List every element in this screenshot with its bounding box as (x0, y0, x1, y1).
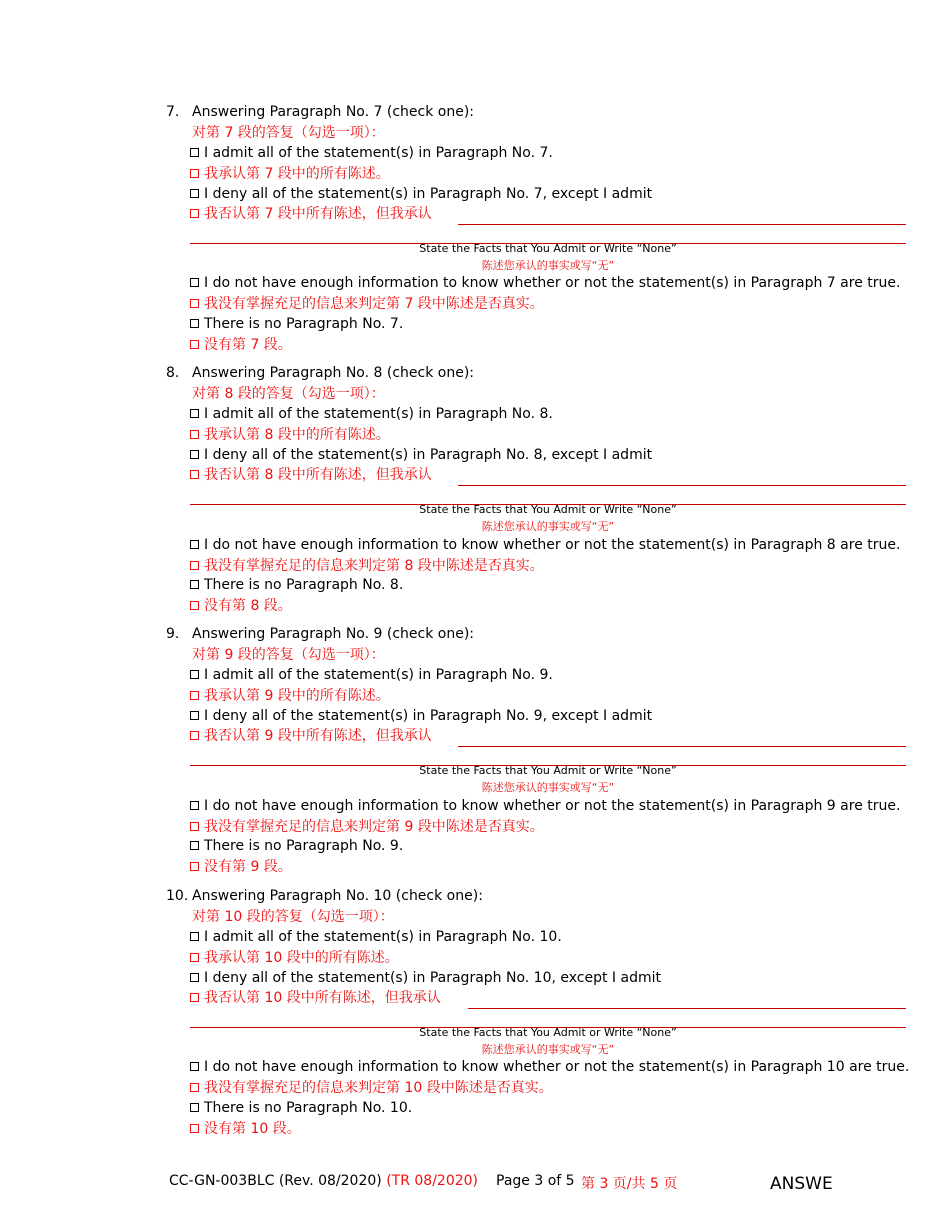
option-deny[interactable]: I deny all of the statement(s) in Paragraph No. 10, except I admit (190, 969, 661, 987)
paragraph-heading-zh: 对第 10 段的答复（勾选一项）： (192, 909, 394, 925)
paragraph-heading: 10. Answering Paragraph No. 10 (check one): (166, 888, 483, 904)
checkbox-icon[interactable] (190, 841, 199, 850)
checkbox-icon[interactable] (190, 540, 199, 549)
checkbox-icon[interactable] (190, 189, 199, 198)
option-admit-zh[interactable]: 我承认第 9 段中的所有陈述。 (190, 687, 390, 705)
facts-caption: State the Facts that You Admit or Write “None” (419, 764, 677, 777)
option-deny-zh[interactable]: 我否认第 10 段中所有陈述，但我承认 (190, 989, 441, 1007)
option-no-info[interactable]: I do not have enough information to know whether or not the statement(s) in Paragraph 8 are true. (190, 536, 900, 554)
checkbox-icon[interactable] (190, 450, 199, 459)
facts-caption-zh: 陈述您承认的事实或写“无” (481, 781, 615, 794)
option-admit-zh[interactable]: 我承认第 10 段中的所有陈述。 (190, 949, 399, 967)
option-admit[interactable]: I admit all of the statement(s) in Paragraph No. 8. (190, 405, 553, 423)
paragraph-heading: 9. Answering Paragraph No. 9 (check one): (166, 626, 475, 642)
checkbox-icon[interactable] (190, 691, 199, 700)
checkbox-icon[interactable] (190, 561, 199, 570)
checkbox-icon[interactable] (190, 601, 199, 610)
checkbox-icon[interactable] (190, 822, 199, 831)
checkbox-icon[interactable] (190, 1062, 199, 1071)
checkbox-icon[interactable] (190, 1124, 199, 1133)
facts-caption: State the Facts that You Admit or Write “None” (419, 503, 677, 516)
option-admit[interactable]: I admit all of the statement(s) in Paragraph No. 10. (190, 928, 562, 946)
checkbox-icon[interactable] (190, 670, 199, 679)
option-no-paragraph-zh[interactable]: 没有第 10 段。 (190, 1120, 301, 1138)
checkbox-icon[interactable] (190, 731, 199, 740)
checkbox-icon[interactable] (190, 278, 199, 287)
checkbox-icon[interactable] (190, 580, 199, 589)
checkbox-icon[interactable] (190, 953, 199, 962)
facts-caption-zh: 陈述您承认的事实或写“无” (481, 1043, 615, 1056)
option-deny-zh[interactable]: 我否认第 8 段中所有陈述，但我承认 (190, 466, 432, 484)
form-number: CC-GN-003BLC (Rev. 08/2020) (169, 1173, 382, 1189)
checkbox-icon[interactable] (190, 932, 199, 941)
option-deny-zh[interactable]: 我否认第 7 段中所有陈述，但我承认 (190, 205, 432, 223)
translation-revision: (TR 08/2020) (386, 1173, 479, 1189)
paragraph-heading-zh: 对第 8 段的答复（勾选一项）： (192, 386, 385, 402)
option-no-info-zh[interactable]: 我没有掌握充足的信息来判定第 9 段中陈述是否真实。 (190, 818, 544, 836)
facts-caption: State the Facts that You Admit or Write “None” (419, 1026, 677, 1039)
option-admit[interactable]: I admit all of the statement(s) in Paragraph No. 9. (190, 666, 553, 684)
form-id (169, 1173, 478, 1189)
option-no-info[interactable]: I do not have enough information to know whether or not the statement(s) in Paragraph 7 are true. (190, 274, 900, 292)
option-no-paragraph-zh[interactable]: 没有第 8 段。 (190, 597, 292, 615)
document-title: ANSWE (770, 1174, 833, 1194)
option-no-info-zh[interactable]: 我没有掌握充足的信息来判定第 7 段中陈述是否真实。 (190, 295, 544, 313)
checkbox-icon[interactable] (190, 148, 199, 157)
option-deny-zh[interactable]: 我否认第 9 段中所有陈述，但我承认 (190, 727, 432, 745)
option-deny[interactable]: I deny all of the statement(s) in Paragraph No. 9, except I admit (190, 707, 652, 725)
checkbox-icon[interactable] (190, 299, 199, 308)
admitted-facts-line-1[interactable] (458, 485, 906, 486)
facts-caption-zh: 陈述您承认的事实或写“无” (481, 259, 615, 272)
checkbox-icon[interactable] (190, 862, 199, 871)
option-no-paragraph-zh[interactable]: 没有第 9 段。 (190, 858, 292, 876)
paragraph-heading-zh: 对第 9 段的答复（勾选一项）： (192, 647, 385, 663)
option-no-paragraph[interactable]: There is no Paragraph No. 10. (190, 1099, 412, 1117)
checkbox-icon[interactable] (190, 430, 199, 439)
checkbox-icon[interactable] (190, 1103, 199, 1112)
admitted-facts-line-1[interactable] (458, 224, 906, 225)
option-admit-zh[interactable]: 我承认第 7 段中的所有陈述。 (190, 165, 390, 183)
facts-caption: State the Facts that You Admit or Write “None” (419, 242, 677, 255)
admitted-facts-line-1[interactable] (468, 1008, 906, 1009)
option-no-paragraph[interactable]: There is no Paragraph No. 9. (190, 837, 403, 855)
admitted-facts-line-1[interactable] (458, 746, 906, 747)
option-no-paragraph-zh[interactable]: 没有第 7 段。 (190, 336, 292, 354)
option-no-info-zh[interactable]: 我没有掌握充足的信息来判定第 8 段中陈述是否真实。 (190, 557, 544, 575)
page-number-zh: 第 3 页/共 5 页 (581, 1176, 678, 1192)
facts-caption-zh: 陈述您承认的事实或写“无” (481, 520, 615, 533)
checkbox-icon[interactable] (190, 319, 199, 328)
option-deny[interactable]: I deny all of the statement(s) in Paragraph No. 8, except I admit (190, 446, 652, 464)
checkbox-icon[interactable] (190, 1083, 199, 1092)
page-number: Page 3 of 5 (496, 1173, 575, 1189)
checkbox-icon[interactable] (190, 973, 199, 982)
option-no-paragraph[interactable]: There is no Paragraph No. 7. (190, 315, 403, 333)
checkbox-icon[interactable] (190, 169, 199, 178)
option-no-paragraph[interactable]: There is no Paragraph No. 8. (190, 576, 403, 594)
paragraph-heading: 8. Answering Paragraph No. 8 (check one): (166, 365, 475, 381)
checkbox-icon[interactable] (190, 409, 199, 418)
option-deny[interactable]: I deny all of the statement(s) in Paragraph No. 7, except I admit (190, 185, 652, 203)
paragraph-heading: 7. Answering Paragraph No. 7 (check one): (166, 104, 475, 120)
paragraph-heading-zh: 对第 7 段的答复（勾选一项）： (192, 125, 385, 141)
option-no-info[interactable]: I do not have enough information to know whether or not the statement(s) in Paragraph 9 are true. (190, 797, 900, 815)
option-admit[interactable]: I admit all of the statement(s) in Paragraph No. 7. (190, 144, 553, 162)
checkbox-icon[interactable] (190, 711, 199, 720)
option-admit-zh[interactable]: 我承认第 8 段中的所有陈述。 (190, 426, 390, 444)
checkbox-icon[interactable] (190, 470, 199, 479)
checkbox-icon[interactable] (190, 209, 199, 218)
checkbox-icon[interactable] (190, 993, 199, 1002)
option-no-info[interactable]: I do not have enough information to know whether or not the statement(s) in Paragraph 10 are true. (190, 1058, 909, 1076)
checkbox-icon[interactable] (190, 340, 199, 349)
checkbox-icon[interactable] (190, 801, 199, 810)
option-no-info-zh[interactable]: 我没有掌握充足的信息来判定第 10 段中陈述是否真实。 (190, 1079, 553, 1097)
